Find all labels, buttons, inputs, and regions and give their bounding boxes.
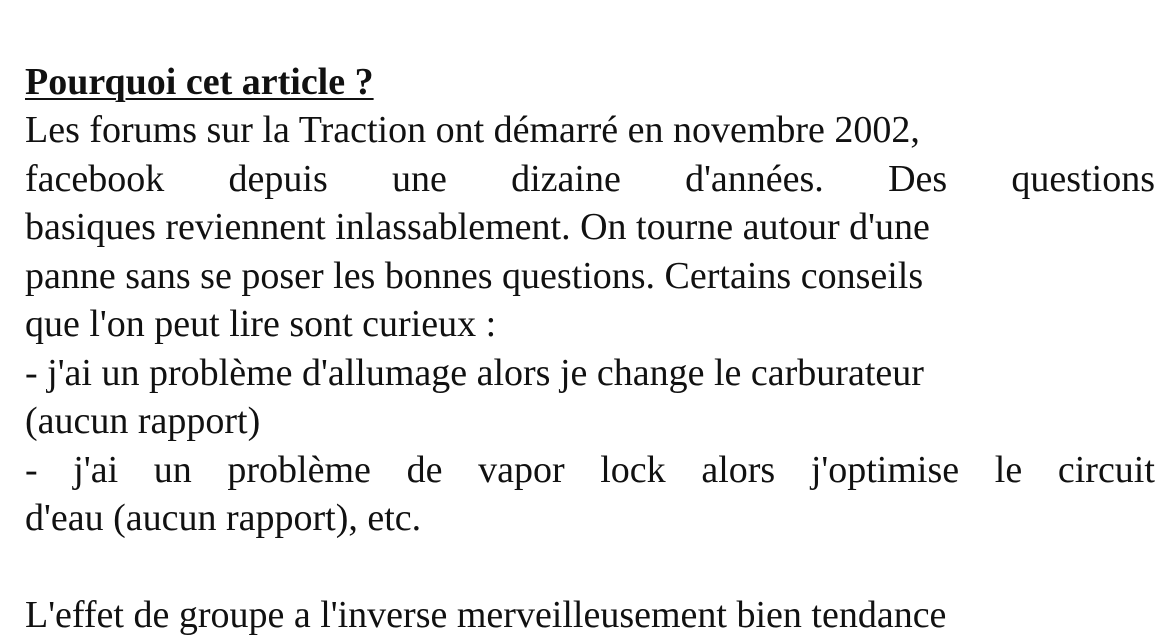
paragraph-line-2	[25, 155, 1155, 204]
word: depuis	[228, 157, 328, 200]
word: le	[994, 448, 1023, 491]
word: j'optimise	[810, 448, 960, 491]
word: problème	[227, 448, 371, 491]
article-body	[25, 58, 1155, 640]
word: alors	[701, 448, 776, 491]
paragraph-gap	[25, 543, 1155, 592]
word: questions	[1011, 157, 1155, 200]
word: dizaine	[511, 157, 621, 200]
paragraph-line-4: panne sans se poser les bonnes questions. Certains conseils	[25, 254, 924, 297]
article-heading: Pourquoi cet article ?	[25, 61, 374, 103]
word: de	[406, 448, 443, 491]
word: j'ai	[73, 448, 119, 491]
word: Des	[888, 157, 948, 200]
paragraph-line-9: d'eau (aucun rapport), etc.	[25, 497, 422, 539]
word: un	[153, 448, 192, 491]
paragraph-line-5: que l'on peut lire sont curieux :	[25, 303, 497, 345]
paragraph-line-1: Les forums sur la Traction ont démarré en novembre 2002,	[25, 109, 920, 151]
paragraph-line-11: L'effet de groupe a l'inverse merveilleusement bien tendance	[25, 594, 947, 636]
word: circuit	[1057, 448, 1155, 491]
word: -	[25, 448, 38, 491]
word: facebook	[25, 157, 165, 200]
paragraph-line-6: - j'ai un problème d'allumage alors je change le carburateur	[25, 351, 924, 394]
paragraph-line-3: basiques reviennent inlassablement. On tourne autour d'une	[25, 206, 930, 248]
word: lock	[600, 448, 666, 491]
paragraph-line-8	[25, 446, 1155, 495]
word: vapor	[478, 448, 565, 491]
word: une	[391, 157, 447, 200]
paragraph-line-7: (aucun rapport)	[25, 400, 261, 442]
word: d'années.	[685, 157, 824, 200]
